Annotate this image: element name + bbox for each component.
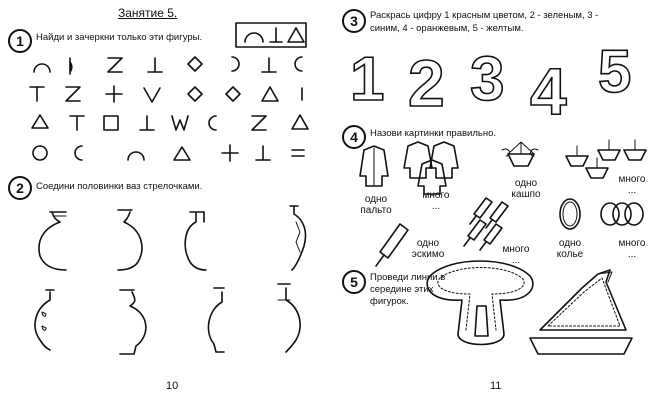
vase-halves	[35, 206, 305, 354]
shape-grid	[30, 57, 308, 161]
task5-instruction-line3: фигурок.	[370, 296, 409, 307]
label-ice-one: одно эскимо	[411, 238, 445, 260]
necklace-one-picture	[560, 199, 580, 229]
task-number-2: 2	[8, 176, 32, 200]
outline-digits	[350, 38, 631, 128]
boat-figure	[530, 270, 632, 354]
task-number-1: 1	[8, 29, 32, 53]
task2-instruction: Соедини половинки ваз стрелочками.	[36, 181, 203, 192]
digit-2: 2	[408, 46, 445, 120]
coat-one-picture	[360, 146, 388, 186]
task-number-3: 3	[342, 9, 366, 33]
right-page-drawings	[330, 0, 660, 400]
digit-3: 3	[470, 45, 505, 114]
label-necklace-one: одно колье	[556, 238, 584, 260]
label-ice-many: много ...	[502, 244, 530, 266]
task4-instruction: Назови картинки правильно.	[370, 128, 497, 139]
pots-many-picture	[566, 140, 646, 178]
mushroom-figure	[427, 261, 533, 345]
pot-one-picture	[502, 142, 538, 166]
task5-instruction-line1: Проведи линии в	[370, 272, 446, 283]
task-number-5: 5	[342, 270, 366, 294]
digit-1: 1	[350, 45, 385, 114]
label-pot-one: одно кашпо	[511, 178, 541, 200]
right-page	[330, 0, 660, 400]
page-number-right: 11	[490, 380, 502, 392]
page-number-left: 10	[166, 380, 179, 392]
lesson-title: Занятие 5.	[118, 6, 178, 20]
label-coat-one: одно пальто	[360, 194, 392, 216]
task3-instruction-line1: Раскрась цифру 1 красным цветом, 2 - зеленым, 3 -	[370, 10, 599, 21]
task-number-4: 4	[342, 125, 366, 149]
digit-4: 4	[530, 54, 567, 128]
ice-many-picture	[464, 198, 508, 250]
sample-shapes-box	[236, 23, 306, 47]
task1-instruction: Найди и зачеркни только эти фигуры.	[36, 32, 203, 43]
task5-instruction-line2: середине этих	[370, 284, 434, 295]
label-coat-many: много ...	[422, 190, 450, 212]
coats-many-picture	[404, 142, 458, 194]
digit-5: 5	[598, 38, 632, 105]
task3-instruction-line2: синим, 4 - оранжевым, 5 - желтым.	[370, 23, 524, 34]
label-pot-many: много ...	[618, 174, 646, 196]
ice-one-picture	[376, 224, 408, 266]
necklaces-many-picture	[601, 203, 643, 225]
label-necklace-many: много ...	[618, 238, 646, 260]
